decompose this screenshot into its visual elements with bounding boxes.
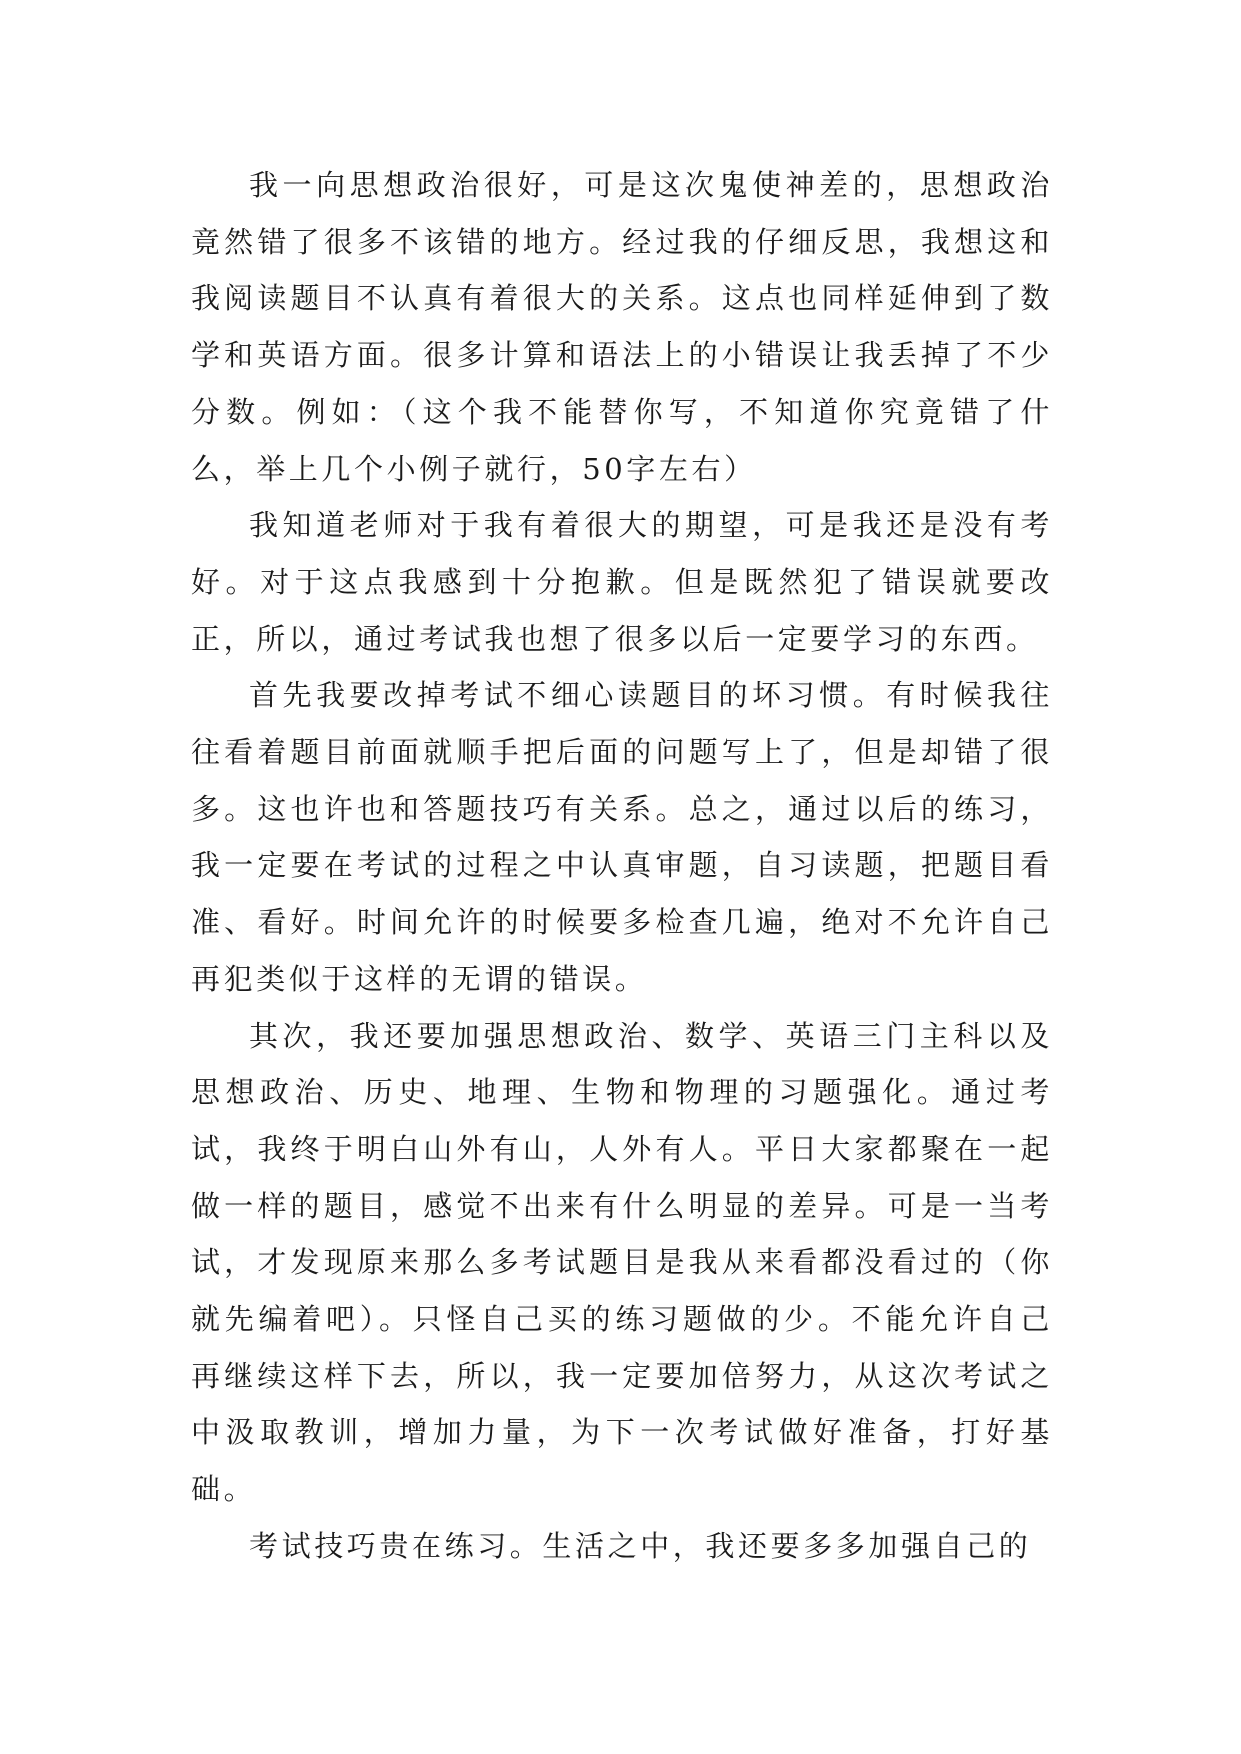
paragraph: 首先我要改掉考试不细心读题目的坏习惯。有时候我往往看着题目前面就顺手把后面的问题写上了，但是却错了很多。这也许也和答题技巧有关系。总之，通过以后的练习，我一定要在考试的过程之中认真审题，自习读题，把题目看准、看好。时间允许的时候要多检查几遍，绝对不允许自己再犯类似于这样的无谓的错误。	[191, 678, 1053, 996]
paragraph: 我一向思想政治很好，可是这次鬼使神差的，思想政治竟然错了很多不该错的地方。经过我的仔细反思，我想这和我阅读题目不认真有着很大的关系。这点也同样延伸到了数学和英语方面。很多计算和语法上的小错误让我丢掉了不少分数。例如：（这个我不能替你写，不知道你究竟错了什么，举上几个小例子就行，50字左右）	[191, 168, 1053, 486]
paragraph: 其次，我还要加强思想政治、数学、英语三门主科以及思想政治、历史、地理、生物和物理的习题强化。通过考试，我终于明白山外有山，人外有人。平日大家都聚在一起做一样的题目，感觉不出来有什么明显的差异。可是一当考试，才发现原来那么多考试题目是我从来看都没看过的（你就先编着吧）。只怪自己买的练习题做的少。不能允许自己再继续这样下去，所以，我一定要加倍努力，从这次考试之中汲取教训，增加力量，为下一次考试做好准备，打好基础。	[191, 1018, 1053, 1507]
paragraph: 我知道老师对于我有着很大的期望，可是我还是没有考好。对于这点我感到十分抱歉。但是既然犯了错误就要改正，所以，通过考试我也想了很多以后一定要学习的东西。	[191, 508, 1053, 656]
document-body	[191, 157, 1053, 1575]
paragraph: 考试技巧贵在练习。生活之中，我还要多多加强自己的	[249, 1528, 1032, 1563]
